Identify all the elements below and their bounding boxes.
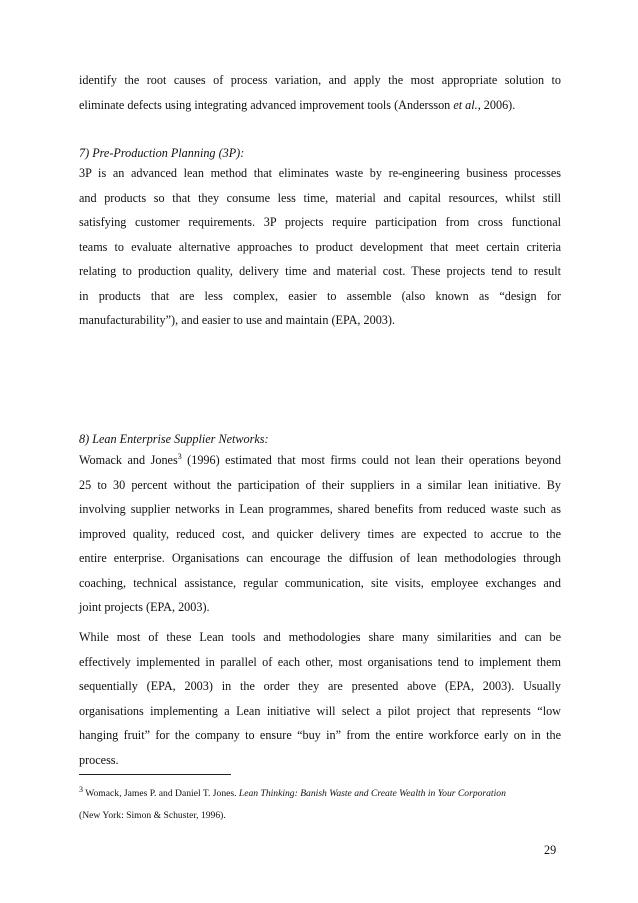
closing-last-line: process. xyxy=(79,752,119,767)
closing-line: While most of these Lean tools and methodologies share many similarities and can be xyxy=(79,630,561,644)
page-number: 29 xyxy=(544,843,557,857)
footnote-line-1: $^3$ Womack, James P. and Daniel T. Jones. Lean Thinking: Banish Waste and Create Wealth in Your Corporation xyxy=(79,784,506,799)
section-8-paragraph xyxy=(79,448,561,620)
footnote-reference: 3 xyxy=(177,451,182,461)
section-7-line: teams to evaluate alternative approaches to product development that meet certain criteria xyxy=(79,239,561,254)
footnote-divider xyxy=(79,774,231,775)
section-8-heading: 8) Lean Enterprise Supplier Networks: xyxy=(79,432,269,446)
closing-paragraph xyxy=(79,625,561,772)
intro-line-2: eliminate defects using integrating advanced improvement tools (Andersson et al., 2006). xyxy=(79,97,516,112)
section-8-last-line: joint projects (EPA, 2003). xyxy=(79,600,210,614)
footnote xyxy=(79,783,561,827)
section-8-line: coaching, technical assistance, regular communication, site visits, employee exchanges and xyxy=(79,575,561,590)
section-7-last-line: manufacturability”), and easier to use and maintain (EPA, 2003). xyxy=(79,313,395,327)
section-7-line: 3P is an advanced lean method that eliminates waste by re-engineering business processes xyxy=(79,166,561,180)
footnote-book-title: Lean Thinking: Banish Waste and Create Wealth in Your Corporation xyxy=(238,788,506,799)
intro-line-1: identify the root causes of process variation, and apply the most appropriate solution to xyxy=(79,73,561,87)
section-8-line-1: Womack and Jones$^3$ (1996) estimated that most firms could not lean their operations beyond xyxy=(79,451,561,467)
section-8-line: entire enterprise. Organisations can encourage the diffusion of lean methodologies through xyxy=(79,551,561,565)
section-7-line: in products that are less complex, easier to assemble (also known as “design for xyxy=(79,288,561,303)
section-7-heading: 7) Pre-Production Planning (3P): xyxy=(79,146,245,160)
footnote-number: 3 xyxy=(79,784,83,794)
section-8-line: improved quality, reduced cost, and quicker delivery times are expected to accrue to the xyxy=(79,526,561,541)
footnote-line-2: (New York: Simon & Schuster, 1996). xyxy=(79,810,226,821)
section-8-line: involving supplier networks in Lean programmes, shared benefits from reduced waste such as xyxy=(79,502,561,516)
section-7-paragraph xyxy=(79,161,561,333)
closing-line: sequentially (EPA, 2003) in the order they are presented above (EPA, 2003). Usually xyxy=(79,679,561,693)
closing-line: organisations implementing a Lean initiative will select a pilot project that represents “low xyxy=(79,703,561,718)
closing-line: effectively implemented in parallel of each other, most organisations tend to implement them xyxy=(79,654,561,669)
section-7-line: satisfying customer requirements. 3P projects require participation from cross functional xyxy=(79,215,561,229)
closing-line: hanging fruit” for the company to ensure “buy in” from the entire workforce early on in the xyxy=(79,728,561,742)
section-7-line: and products so that they consume less time, material and capital resources, whilst still xyxy=(79,190,561,205)
section-7-line: relating to production quality, delivery time and material cost. These projects tend to result xyxy=(79,264,561,278)
section-8-line: 25 to 30 percent without the participation of their suppliers in a similar lean initiative. By xyxy=(79,477,561,492)
intro-paragraph xyxy=(79,68,561,117)
